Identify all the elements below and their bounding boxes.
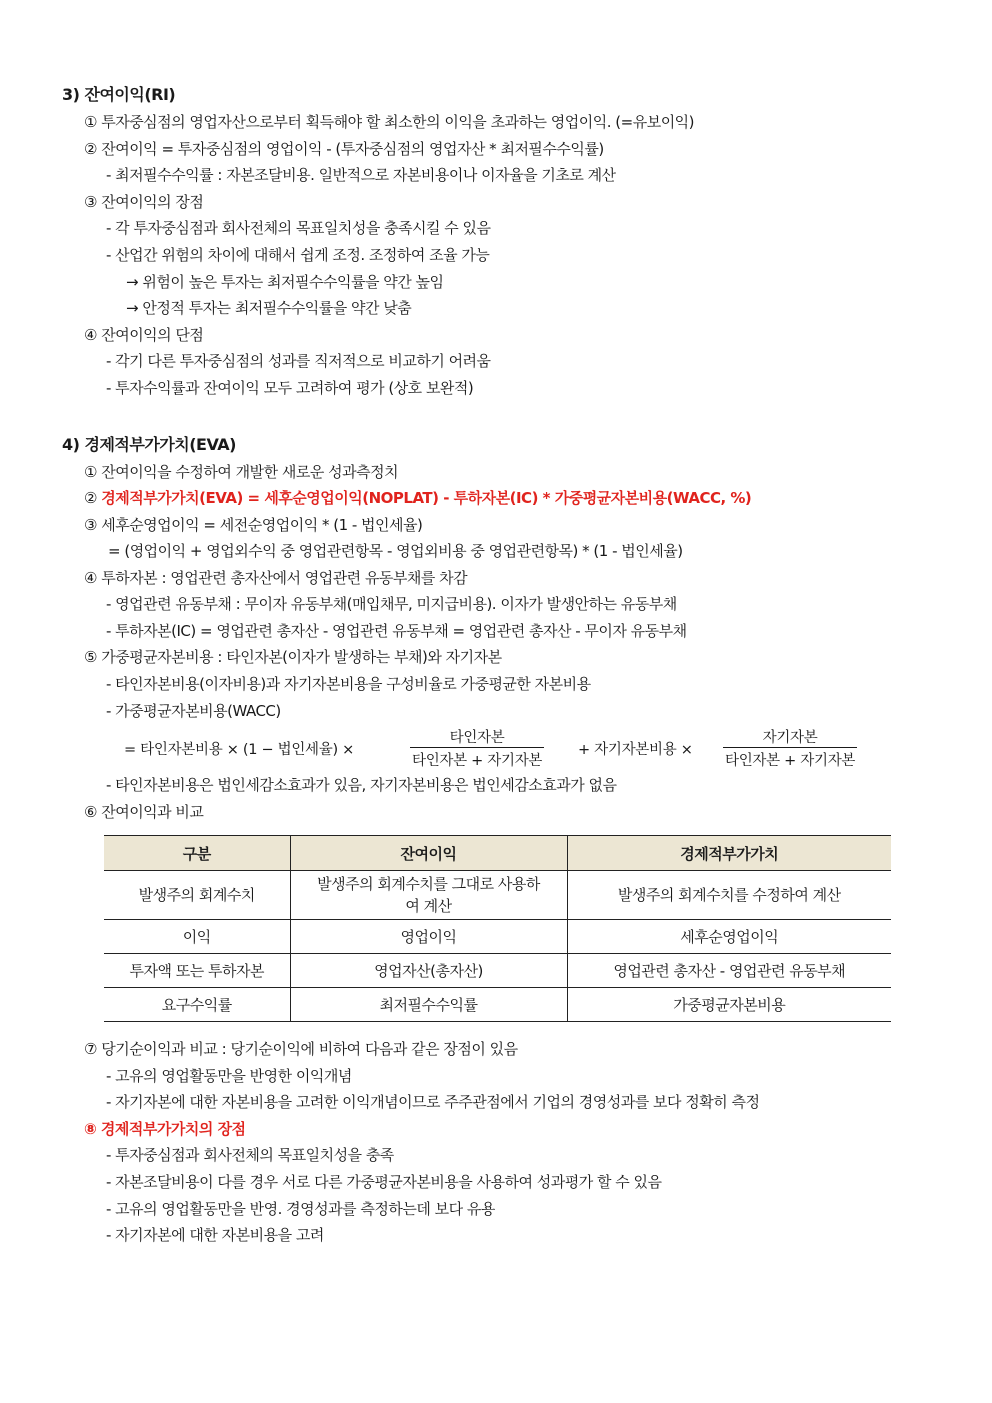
eva-advantage-4: - 자기자본에 대한 자본비용을 고려	[106, 1226, 324, 1244]
header-category: 구분	[104, 836, 290, 871]
eva-item-4-note-1: - 영업관련 유동부채 : 무이자 유동부채(매입채무, 미지급비용). 이자가 발생안하는 유동부채	[106, 595, 677, 613]
ri-item-1: ① 투자중심점의 영업자산으로부터 획득해야 할 최소한의 이익을 초과하는 영업이익. (=유보이익)	[84, 113, 695, 131]
table-cell: 이익	[104, 920, 290, 954]
eva-advantage-2: - 자본조달비용이 다를 경우 서로 다른 가중평균자본비용을 사용하여 성과평가 할 수 있음	[106, 1173, 662, 1191]
ri-disadvantage-1: - 각기 다른 투자중심점의 성과를 직저적으로 비교하기 어려움	[106, 352, 491, 370]
section-4-title: 4) 경제적부가가치(EVA)	[62, 435, 236, 454]
table-cell: 투자액 또는 투하자본	[104, 954, 290, 988]
ri-item-2-note: - 최저필수수익률 : 자본조달비용. 일반적으로 자본비용이나 이자율을 기초로 계산	[106, 166, 616, 184]
eva-item-5-note-3: - 타인자본비용은 법인세감소효과가 있음, 자기자본비용은 법인세감소효과가 없음	[106, 776, 617, 794]
table-cell: 가중평균자본비용	[567, 988, 891, 1022]
table-row	[104, 988, 891, 1022]
table-cell-text: 발생주의 회계수치를 그대로 사용하여 계산	[317, 875, 540, 915]
fraction-1-denominator: 타인자본 + 자기자본	[410, 747, 544, 770]
eva-advantage-1: - 투자중심점과 회사전체의 목표일치성을 충족	[106, 1146, 394, 1164]
eva-item-5: ⑤ 가중평균자본비용 : 타인자본(이자가 발생하는 부채)와 자기자본	[84, 648, 502, 666]
ri-advantage-2a: → 위험이 높은 투자는 최저필수수익률을 약간 높임	[126, 273, 444, 291]
comparison-table	[104, 835, 891, 1022]
table-row	[104, 871, 891, 920]
table-cell: 영업이익	[290, 920, 567, 954]
fraction-2-denominator: 타인자본 + 자기자본	[723, 747, 857, 770]
table-row	[104, 954, 891, 988]
fraction-2-numerator: 자기자본	[762, 730, 818, 746]
eva-item-5-note-1: - 타인자본비용(이자비용)과 자기자본비용을 구성비율로 가중평균한 자본비용	[106, 675, 591, 693]
formula-part-2: + 자기자본비용 ×	[578, 742, 693, 758]
table-cell: 요구수익률	[104, 988, 290, 1022]
eva-item-2: ② 경제적부가가치(EVA) = 세후순영업이익(NOPLAT) - 투하자본(IC) * 가중평균자본비용(WACC, %)	[84, 489, 752, 507]
header-residual-income: 잔여이익	[290, 836, 567, 871]
eva-advantage-3: - 고유의 영업활동만을 반영. 경영성과를 측정하는데 보다 유용	[106, 1200, 495, 1218]
eva-item-6: ⑥ 잔여이익과 비교	[84, 803, 204, 821]
eva-item-4-note-2: - 투하자본(IC) = 영업관련 총자산 - 영업관련 유동부채 = 영업관련 총자산 - 무이자 유동부채	[106, 622, 687, 640]
eva-item-7-note-1: - 고유의 영업활동만을 반영한 이익개념	[106, 1067, 352, 1085]
table-cell: 영업자산(총자산)	[290, 954, 567, 988]
fraction-1-numerator: 타인자본	[449, 730, 505, 746]
eva-definition: 경제적부가가치(EVA) = 세후순영업이익(NOPLAT) - 투하자본(IC) * 가중평균자본비용(WACC, %)	[101, 489, 752, 507]
wacc-formula	[108, 726, 908, 770]
formula-fraction-2	[723, 726, 857, 770]
table-header-row	[104, 836, 891, 871]
ri-advantage-2: - 산업간 위험의 차이에 대해서 쉽게 조정. 조정하여 조율 가능	[106, 246, 490, 264]
ri-item-3: ③ 잔여이익의 장점	[84, 193, 204, 211]
table-cell: 최저필수수익률	[290, 988, 567, 1022]
formula-part-1: = 타인자본비용 × (1 − 법인세율) ×	[124, 742, 354, 758]
eva-item-1: ① 잔여이익을 수정하여 개발한 새로운 성과측정치	[84, 463, 399, 481]
table-row	[104, 920, 891, 954]
eva-item-3: ③ 세후순영업이익 = 세전순영업이익 * (1 - 법인세율)	[84, 516, 423, 534]
formula-fraction-1	[410, 726, 544, 770]
eva-item-3-expansion: = (영업이익 + 영업외수익 중 영업관련항목 - 영업외비용 중 영업관련항목) * (1 - 법인세율)	[108, 542, 683, 560]
section-3-title: 3) 잔여이익(RI)	[62, 85, 176, 104]
table-cell: 발생주의 회계수치를 수정하여 계산	[567, 871, 891, 920]
eva-item-5-note-2: - 가중평균자본비용(WACC)	[106, 702, 281, 720]
header-eva: 경제적부가가치	[567, 836, 891, 871]
ri-advantage-1: - 각 투자중심점과 회사전체의 목표일치성을 충족시킬 수 있음	[106, 219, 491, 237]
table-cell: 발생주의 회계수치	[104, 871, 290, 920]
ri-item-4: ④ 잔여이익의 단점	[84, 326, 204, 344]
eva-item-8: ⑧ 경제적부가가치의 장점	[84, 1120, 246, 1138]
table-cell: 세후순영업이익	[567, 920, 891, 954]
ri-item-2: ② 잔여이익 = 투자중심점의 영업이익 - (투자중심점의 영업자산 * 최저필수수익률)	[84, 140, 604, 158]
ri-advantage-2b: → 안정적 투자는 최저필수수익률을 약간 낮춤	[126, 299, 412, 317]
eva-item-4: ④ 투하자본 : 영업관련 총자산에서 영업관련 유동부채를 차감	[84, 569, 468, 587]
eva-item-7-note-2: - 자기자본에 대한 자본비용을 고려한 이익개념이므로 주주관점에서 기업의 경영성과를 보다 정확히 측정	[106, 1093, 760, 1111]
ri-disadvantage-2: - 투자수익률과 잔여이익 모두 고려하여 평가 (상호 보완적)	[106, 379, 474, 397]
table-cell: 영업관련 총자산 - 영업관련 유동부채	[567, 954, 891, 988]
table-cell	[290, 871, 567, 920]
eva-item-7: ⑦ 당기순이익과 비교 : 당기순이익에 비하여 다음과 같은 장점이 있음	[84, 1040, 518, 1058]
